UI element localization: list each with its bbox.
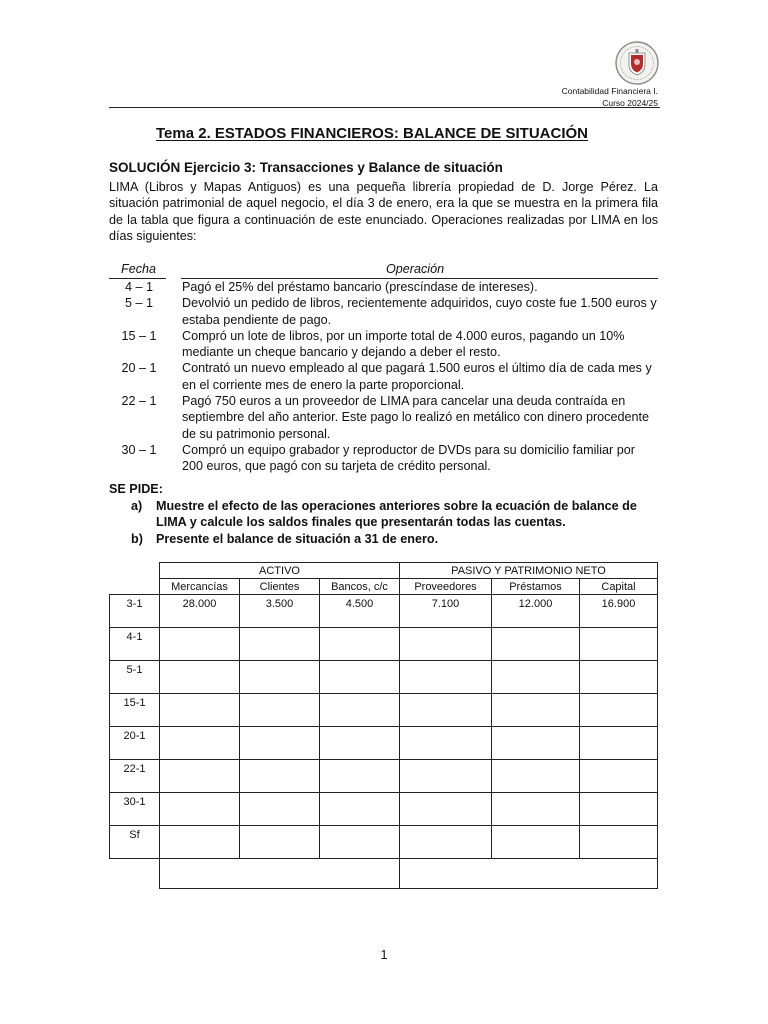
row-label: 20-1 <box>110 727 160 760</box>
total-pasivo-cell <box>400 859 658 889</box>
table-cell <box>320 760 400 793</box>
operation-row <box>109 295 658 328</box>
operation-row <box>109 393 658 442</box>
table-cell: 12.000 <box>492 595 580 628</box>
column-header: Capital <box>580 579 658 595</box>
se-pide-heading: SE PIDE: <box>109 482 163 496</box>
table-cell <box>400 727 492 760</box>
table-cell <box>320 727 400 760</box>
table-row <box>110 595 658 628</box>
table-cell: 3.500 <box>240 595 320 628</box>
operation-desc: Devolvió un pedido de libros, recientemente adquiridos, cuyo coste fue 1.500 euros y estaba pendiente de pago. <box>182 296 657 327</box>
table-cell <box>492 661 580 694</box>
operation-row <box>109 279 658 295</box>
operation-row <box>109 442 658 475</box>
table-corner <box>110 563 160 579</box>
operation-date: 15 – 1 <box>121 328 157 343</box>
table-cell <box>580 793 658 826</box>
task-text: Presente el balance de situación a 31 de enero. <box>156 531 439 546</box>
table-cell: 16.900 <box>580 595 658 628</box>
table-cell <box>160 628 240 661</box>
table-cell <box>240 826 320 859</box>
operation-desc: Pagó 750 euros a un proveedor de LIMA para cancelar una deuda contraída en septiembre del año anterior. Este pago lo realizó en metálico con dinero procedente de su patrimonio personal. <box>182 394 649 441</box>
table-cell: 7.100 <box>400 595 492 628</box>
table-corner <box>110 859 160 889</box>
column-header: Proveedores <box>400 579 492 595</box>
page-number: 1 <box>380 948 388 962</box>
row-label: 30-1 <box>110 793 160 826</box>
task-text: Muestre el efecto de las operaciones anteriores sobre la ecuación de balance de LIMA y calcule los saldos finales que presentarán todas las cuentas. <box>156 499 637 530</box>
column-header: Préstamos <box>492 579 580 595</box>
table-cell <box>240 628 320 661</box>
table-cell <box>492 826 580 859</box>
task-item <box>131 498 641 531</box>
table-cell <box>492 793 580 826</box>
operation-desc: Pagó el 25% del préstamo bancario (prescíndase de intereses). <box>182 280 538 294</box>
table-row <box>110 628 658 661</box>
operation-date: 4 – 1 <box>124 280 153 294</box>
table-cell <box>240 760 320 793</box>
table-cell <box>400 661 492 694</box>
exercise-subtitle: SOLUCIÓN Ejercicio 3: Transacciones y Balance de situación <box>109 160 503 175</box>
table-row <box>110 793 658 826</box>
table-cell <box>240 793 320 826</box>
table-cell <box>492 628 580 661</box>
table-cell: 28.000 <box>160 595 240 628</box>
table-cell <box>400 694 492 727</box>
operation-date: 20 – 1 <box>121 361 157 376</box>
table-row <box>110 661 658 694</box>
table-cell <box>492 694 580 727</box>
course-name: Contabilidad Financiera I. <box>561 86 658 96</box>
total-activo-cell <box>160 859 400 889</box>
table-cell <box>400 760 492 793</box>
table-cell <box>580 826 658 859</box>
row-label: 4-1 <box>110 628 160 661</box>
table-cell <box>320 628 400 661</box>
task-letter: b) <box>131 531 143 546</box>
balance-table <box>109 562 658 889</box>
row-label: 5-1 <box>110 661 160 694</box>
operation-desc: Compró un equipo grabador y reproductor de DVDs para su domicilio familiar por 200 euros, que pagó con su tarjeta de crédito personal. <box>182 442 635 474</box>
task-letter: a) <box>131 499 143 513</box>
table-cell <box>580 628 658 661</box>
header-divider <box>109 107 660 108</box>
table-cell <box>160 661 240 694</box>
operation-row <box>109 328 658 361</box>
course-info <box>562 85 658 109</box>
operations-list <box>109 279 658 475</box>
group-header-pasivo: PASIVO Y PATRIMONIO NETO <box>400 563 658 579</box>
row-label: 3-1 <box>110 595 160 628</box>
table-cell <box>320 694 400 727</box>
table-cell <box>580 661 658 694</box>
operations-date-header: Fecha <box>121 262 157 276</box>
table-cell <box>240 694 320 727</box>
table-cell <box>400 628 492 661</box>
table-cell <box>580 760 658 793</box>
column-header: Clientes <box>240 579 320 595</box>
table-cell <box>492 760 580 793</box>
operation-date: 22 – 1 <box>121 394 157 409</box>
operation-row <box>109 360 658 393</box>
table-row <box>110 694 658 727</box>
task-item <box>131 531 641 547</box>
page-title: Tema 2. ESTADOS FINANCIEROS: BALANCE DE SITUACIÓN <box>156 125 588 142</box>
intro-paragraph: LIMA (Libros y Mapas Antiguos) es una pequeña librería propiedad de D. Jorge Pérez. La situación patrimonial de aquel negocio, el día 3 de enero, era la que se muestra en la primera fila de la tabla que figura a continuación de este enunciado. Operaciones realizadas por LIMA en los días siguientes: <box>109 180 658 243</box>
table-cell <box>580 694 658 727</box>
table-cell <box>400 793 492 826</box>
table-corner <box>110 579 160 595</box>
table-cell <box>160 694 240 727</box>
column-header: Mercancías <box>160 579 240 595</box>
table-cell <box>160 760 240 793</box>
table-cell <box>320 793 400 826</box>
operation-desc: Compró un lote de libros, por un importe total de 4.000 euros, pagando un 10% mediante un cheque bancario y dejando a deber el resto. <box>182 328 625 360</box>
column-header: Bancos, c/c <box>320 579 400 595</box>
table-row <box>110 727 658 760</box>
table-cell <box>492 727 580 760</box>
operation-desc: Contrató un nuevo empleado al que pagará 1.500 euros el último día de cada mes y en el corriente mes de enero la parte proporcional. <box>182 361 652 392</box>
table-cell <box>160 793 240 826</box>
university-seal-icon <box>614 40 660 86</box>
table-cell <box>320 661 400 694</box>
row-label: 22-1 <box>110 760 160 793</box>
operation-date: 30 – 1 <box>121 442 157 457</box>
totals-row <box>110 859 658 889</box>
table-row <box>110 760 658 793</box>
table-cell: 4.500 <box>320 595 400 628</box>
table-cell <box>580 727 658 760</box>
table-cell <box>240 661 320 694</box>
task-list <box>131 498 641 547</box>
group-header-activo: ACTIVO <box>160 563 400 579</box>
course-year: Curso 2024/25 <box>602 98 658 108</box>
table-cell <box>160 727 240 760</box>
table-cell <box>160 826 240 859</box>
table-cell <box>240 727 320 760</box>
table-cell <box>400 826 492 859</box>
table-cell <box>320 826 400 859</box>
operation-date: 5 – 1 <box>124 296 153 311</box>
operations-desc-header: Operación <box>386 262 445 276</box>
row-label: 15-1 <box>110 694 160 727</box>
table-row <box>110 826 658 859</box>
row-label: Sf <box>110 826 160 859</box>
